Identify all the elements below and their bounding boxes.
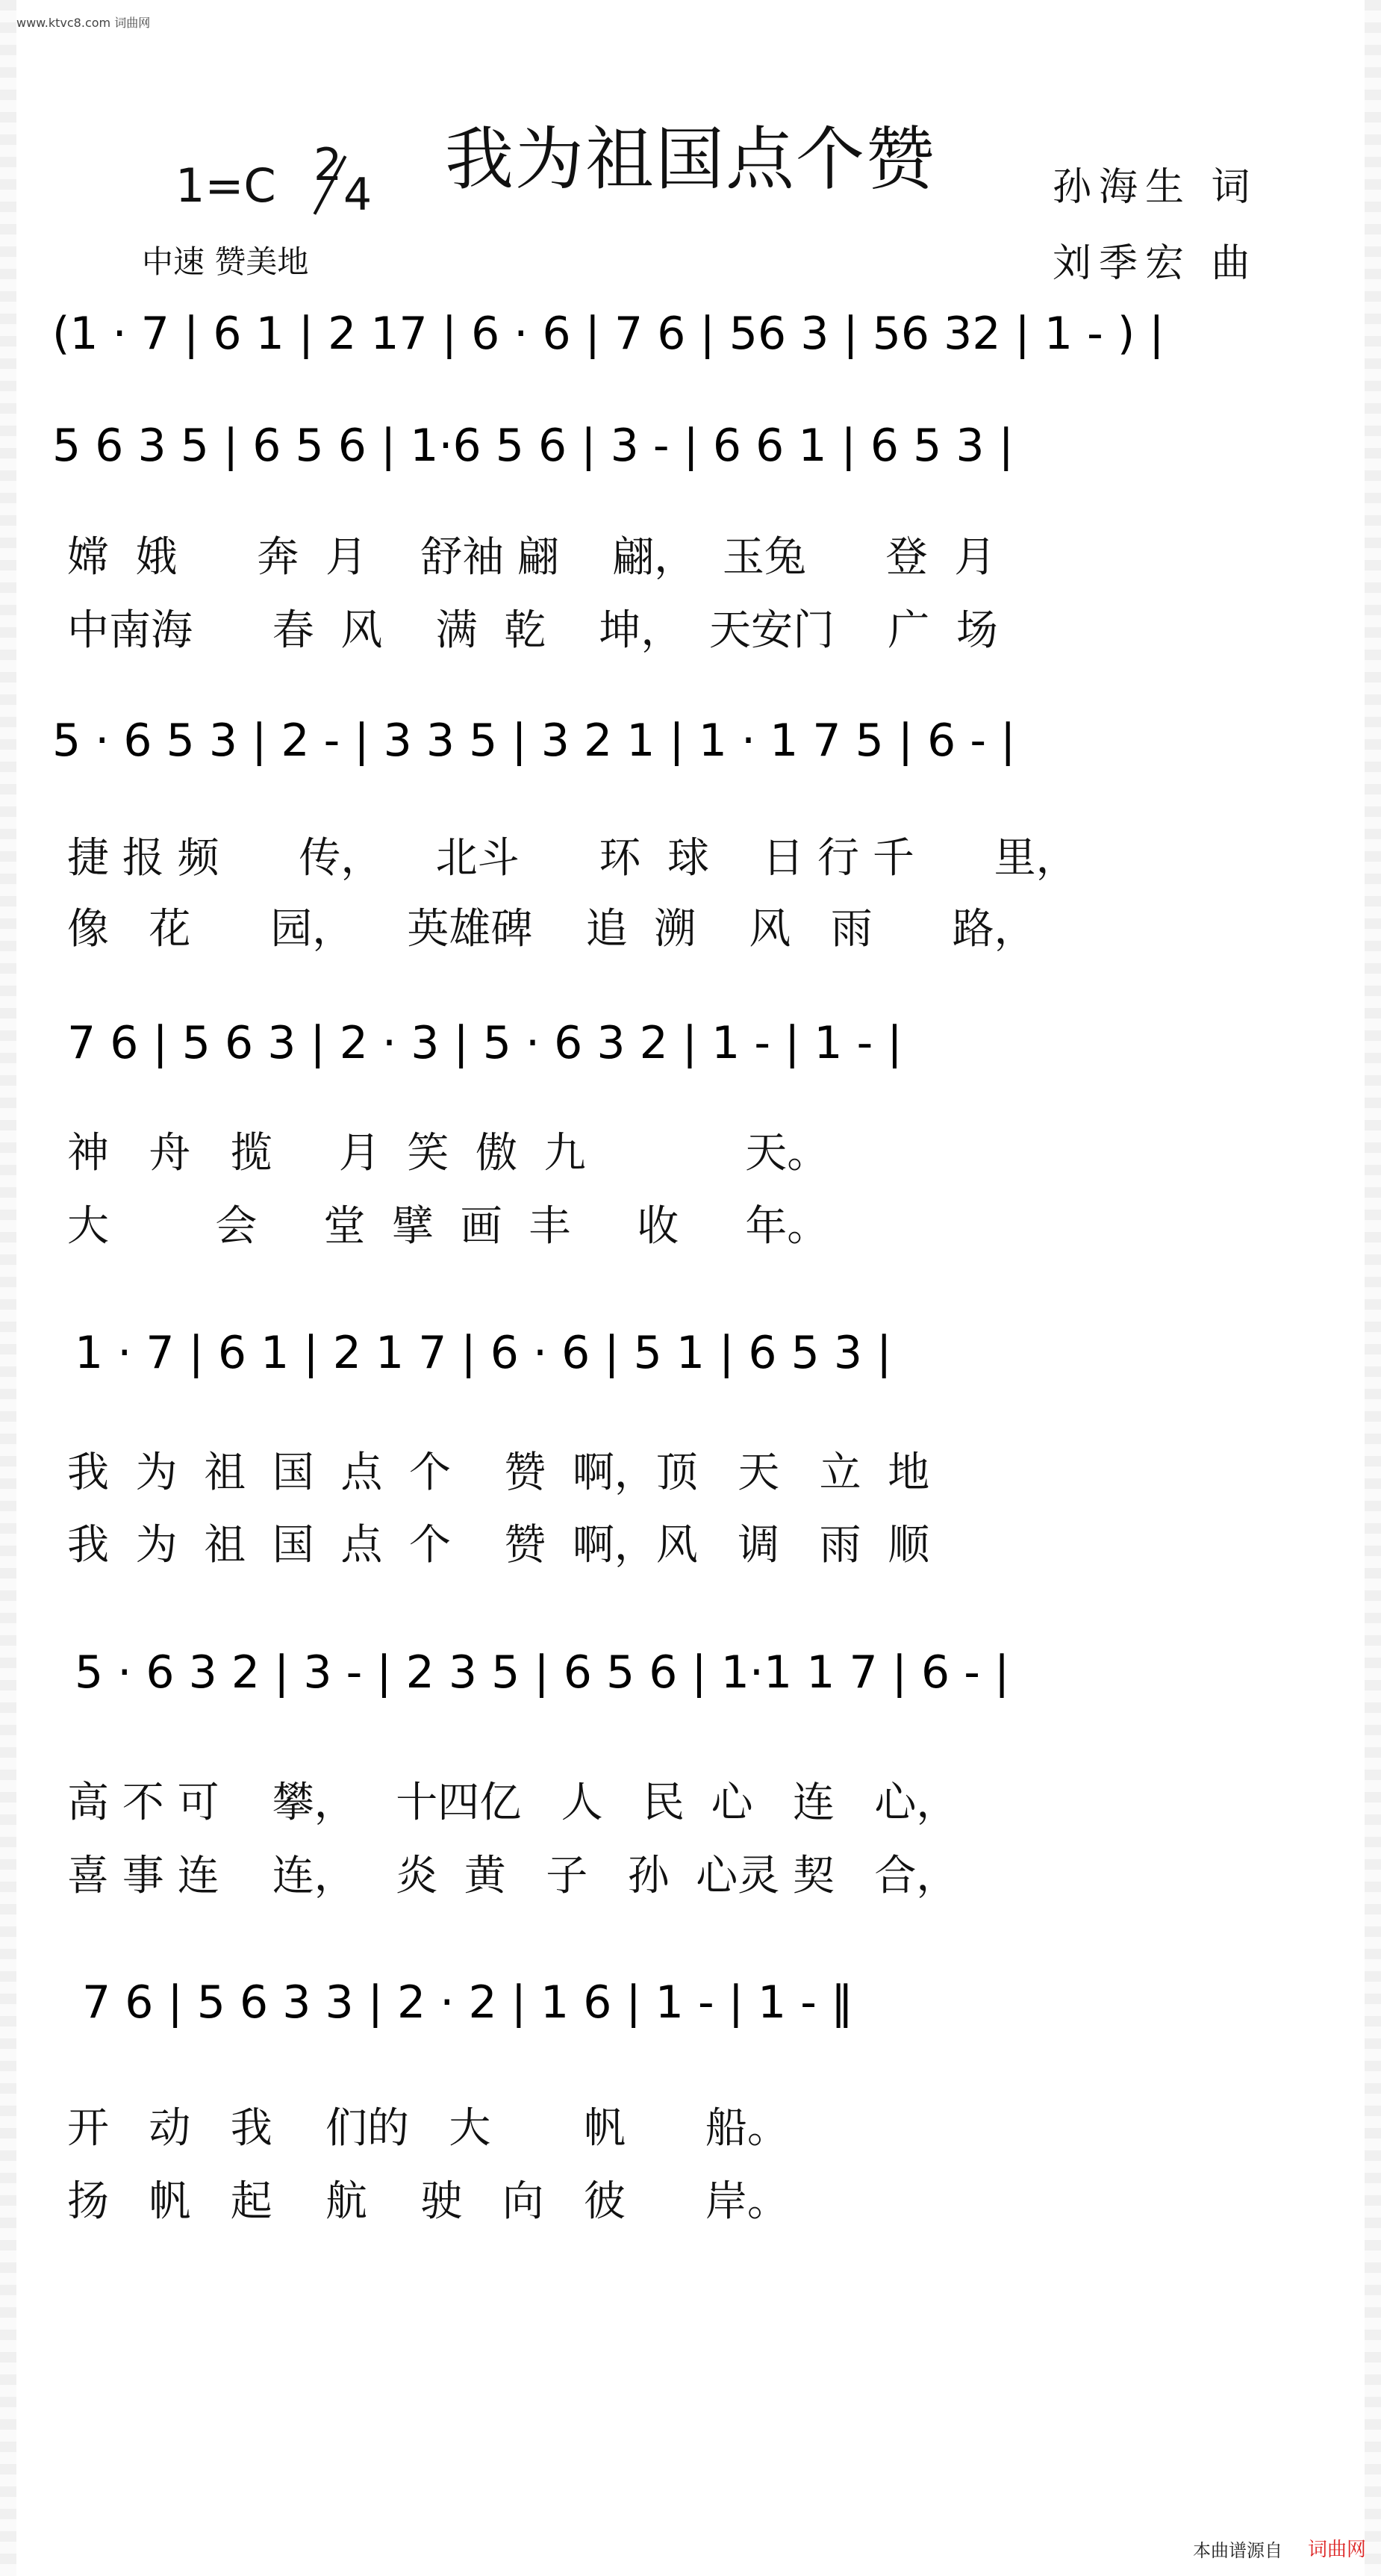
notation-row-2	[52, 414, 1336, 474]
notation-row-5	[52, 1322, 1336, 1381]
lyricist-credit: 孙海生 词	[1053, 165, 1258, 210]
lyric-line: 捷 报 频 传， 北斗 环 球 日 行 千 里，	[67, 834, 1078, 883]
notation-svg	[52, 1012, 1336, 1071]
notation-text: 1 · 7 | 6 1 | 2 1 7 | 6 · 6 | 5 1 | 6 5 3 |	[75, 1327, 892, 1379]
notation-svg	[52, 302, 1336, 362]
meter-top: 2	[314, 139, 343, 191]
notation-row-6	[52, 1641, 1336, 1701]
notation-svg	[52, 1322, 1336, 1381]
lyric-line: 扬 帆 起 航 驶 向 彼 岸。	[67, 2177, 789, 2226]
notation-row-4	[52, 1012, 1336, 1071]
footer-source: 本曲谱源自	[1193, 2540, 1282, 2561]
right-border-strip	[1365, 0, 1381, 2576]
lyric-line: 大 会 堂 擘 画 丰 收 年。	[67, 1202, 829, 1251]
composer-credit: 刘季宏 曲	[1053, 241, 1258, 286]
notation-svg	[52, 709, 1336, 769]
lyric-line: 我 为 祖 国 点 个 赞 啊，顶 天 立 地	[67, 1449, 930, 1497]
lyric-line: 嫦 娥 奔 月 舒袖 翩 翩， 玉兔 登 月	[67, 533, 997, 582]
lyric-line: 中南海 春 风 满 乾 坤， 天安门 广 场	[67, 606, 998, 655]
notation-row-7	[52, 1971, 1336, 2031]
lyric-line: 神 舟 揽 月 笑 傲 九 天。	[67, 1129, 829, 1177]
left-border-strip	[0, 0, 16, 2576]
key-signature: 1=C	[175, 158, 276, 213]
song-title: 我为祖国点个赞	[444, 119, 936, 199]
tempo-marking: 中速 赞美地	[142, 243, 309, 280]
lyric-line: 开 动 我 们的 大 帆 船。	[67, 2104, 789, 2153]
notation-text: 5 6 3 5 | 6 5 6 | 1·6 5 6 | 3 - | 6 6 1 | 6 5 3 |	[52, 420, 1014, 472]
notation-svg	[52, 1641, 1336, 1701]
notation-text: 5 · 6 3 2 | 3 - | 2 3 5 | 6 5 6 | 1·1 1 7 | 6 - |	[75, 1646, 1010, 1699]
notation-row-3	[52, 709, 1336, 769]
time-signature	[314, 139, 373, 221]
site-watermark: www.ktvc8.com 词曲网	[16, 16, 151, 30]
lyric-line: 像 花 园， 英雄碑 追 溯 风 雨 路，	[67, 905, 1036, 953]
notation-text: (1 · 7 | 6 1 | 2 17 | 6 · 6 | 7 6 | 56 3 | 56 32 | 1 - ) |	[52, 308, 1165, 360]
notation-row-1	[52, 302, 1336, 362]
lyric-line: 高 不 可 攀， 十四亿 人 民 心 连 心，	[67, 1779, 958, 1827]
notation-text: 7 6 | 5 6 3 3 | 2 · 2 | 1 6 | 1 - | 1 - ‖	[82, 1976, 853, 2029]
lyric-line: 喜 事 连 连， 炎 黄 子 孙 心灵 契 合，	[67, 1852, 958, 1900]
notation-text: 7 6 | 5 6 3 | 2 · 3 | 5 · 6 3 2 | 1 - | 1 - |	[67, 1017, 903, 1069]
lyric-line: 我 为 祖 国 点 个 赞 啊，风 调 雨 顺	[67, 1521, 930, 1569]
notation-svg	[52, 414, 1336, 474]
notation-text: 5 · 6 5 3 | 2 - | 3 3 5 | 3 2 1 | 1 · 1 7 5 | 6 - |	[52, 715, 1016, 767]
meter-bottom: 4	[343, 169, 372, 221]
footer-brand[interactable]: 词曲网	[1308, 2539, 1367, 2561]
notation-svg	[52, 1971, 1336, 2031]
